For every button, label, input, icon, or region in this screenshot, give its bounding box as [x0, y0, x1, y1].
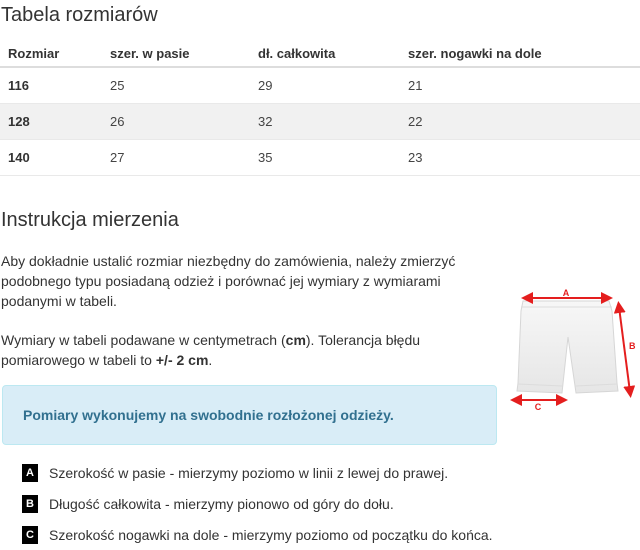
svg-text:B: B: [629, 341, 636, 351]
step-text: Długość całkowita - mierzymy pionowo od góry do dołu.: [49, 495, 394, 512]
cell-leg: 23: [400, 140, 640, 176]
header-waist-width: szer. w pasie: [102, 40, 250, 67]
cell-waist: 26: [102, 104, 250, 140]
step-text: Szerokość nogawki na dole - mierzymy poziomo od początku do końca.: [49, 526, 493, 543]
unit-text: cm: [285, 332, 306, 348]
step-a: [22, 457, 493, 488]
letter-badge: A: [22, 464, 38, 482]
svg-text:A: A: [562, 288, 570, 298]
cell-size: 116: [0, 67, 102, 104]
tolerance-paragraph: [1, 330, 481, 370]
letter-badge: B: [22, 495, 38, 513]
size-table-title: Tabela rozmiarów: [1, 4, 158, 26]
table-row: [0, 140, 640, 176]
cell-waist: 27: [102, 140, 250, 176]
arrow-a-icon: [527, 288, 607, 298]
step-text: Szerokość w pasie - mierzymy poziomo w linii z lewej do prawej.: [49, 464, 449, 481]
header-leg-width: szer. nogawki na dole: [400, 40, 640, 67]
cell-length: 32: [250, 104, 400, 140]
cell-size: 128: [0, 104, 102, 140]
cell-length: 29: [250, 67, 400, 104]
tolerance-text: Wymiary w tabeli podawane w centymetrach (: [1, 332, 286, 348]
step-b: [22, 488, 493, 519]
cell-length: 35: [250, 140, 400, 176]
table-row: [0, 104, 640, 140]
svg-text:C: C: [534, 402, 542, 412]
tolerance-text: .: [208, 352, 213, 368]
alert-text: Pomiary wykonujemy na swobodnie rozłożonej odzieży.: [23, 407, 394, 423]
cell-size: 140: [0, 140, 102, 176]
table-header-row: [0, 40, 640, 67]
cell-leg: 21: [400, 67, 640, 104]
shorts-measurement-diagram: [505, 285, 640, 415]
step-c: [22, 519, 493, 550]
table-row: [0, 67, 640, 104]
size-table: [0, 40, 640, 176]
header-total-length: dł. całkowita: [250, 40, 400, 67]
arrow-c-icon: [516, 400, 562, 412]
cell-leg: 22: [400, 104, 640, 140]
arrow-b-icon: [619, 307, 636, 392]
letter-badge: C: [22, 526, 38, 544]
header-size: Rozmiar: [0, 40, 102, 67]
tolerance-text: ). Tolerancja błędu pomiarowego w tabeli to: [1, 332, 421, 368]
tolerance-value: +/- 2 cm: [155, 352, 209, 368]
measurement-steps: [22, 457, 493, 550]
instructions-paragraph: Aby dokładnie ustalić rozmiar niezbędny do zamówienia, należy zmierzyć podobnego typu posiadaną odzież i porównać jej wymiary z wymiarami podanymi w tabeli.: [1, 253, 456, 309]
shorts-icon: [517, 301, 618, 393]
instructions-title: Instrukcja mierzenia: [1, 209, 179, 231]
cell-waist: 25: [102, 67, 250, 104]
info-alert: [2, 385, 497, 445]
